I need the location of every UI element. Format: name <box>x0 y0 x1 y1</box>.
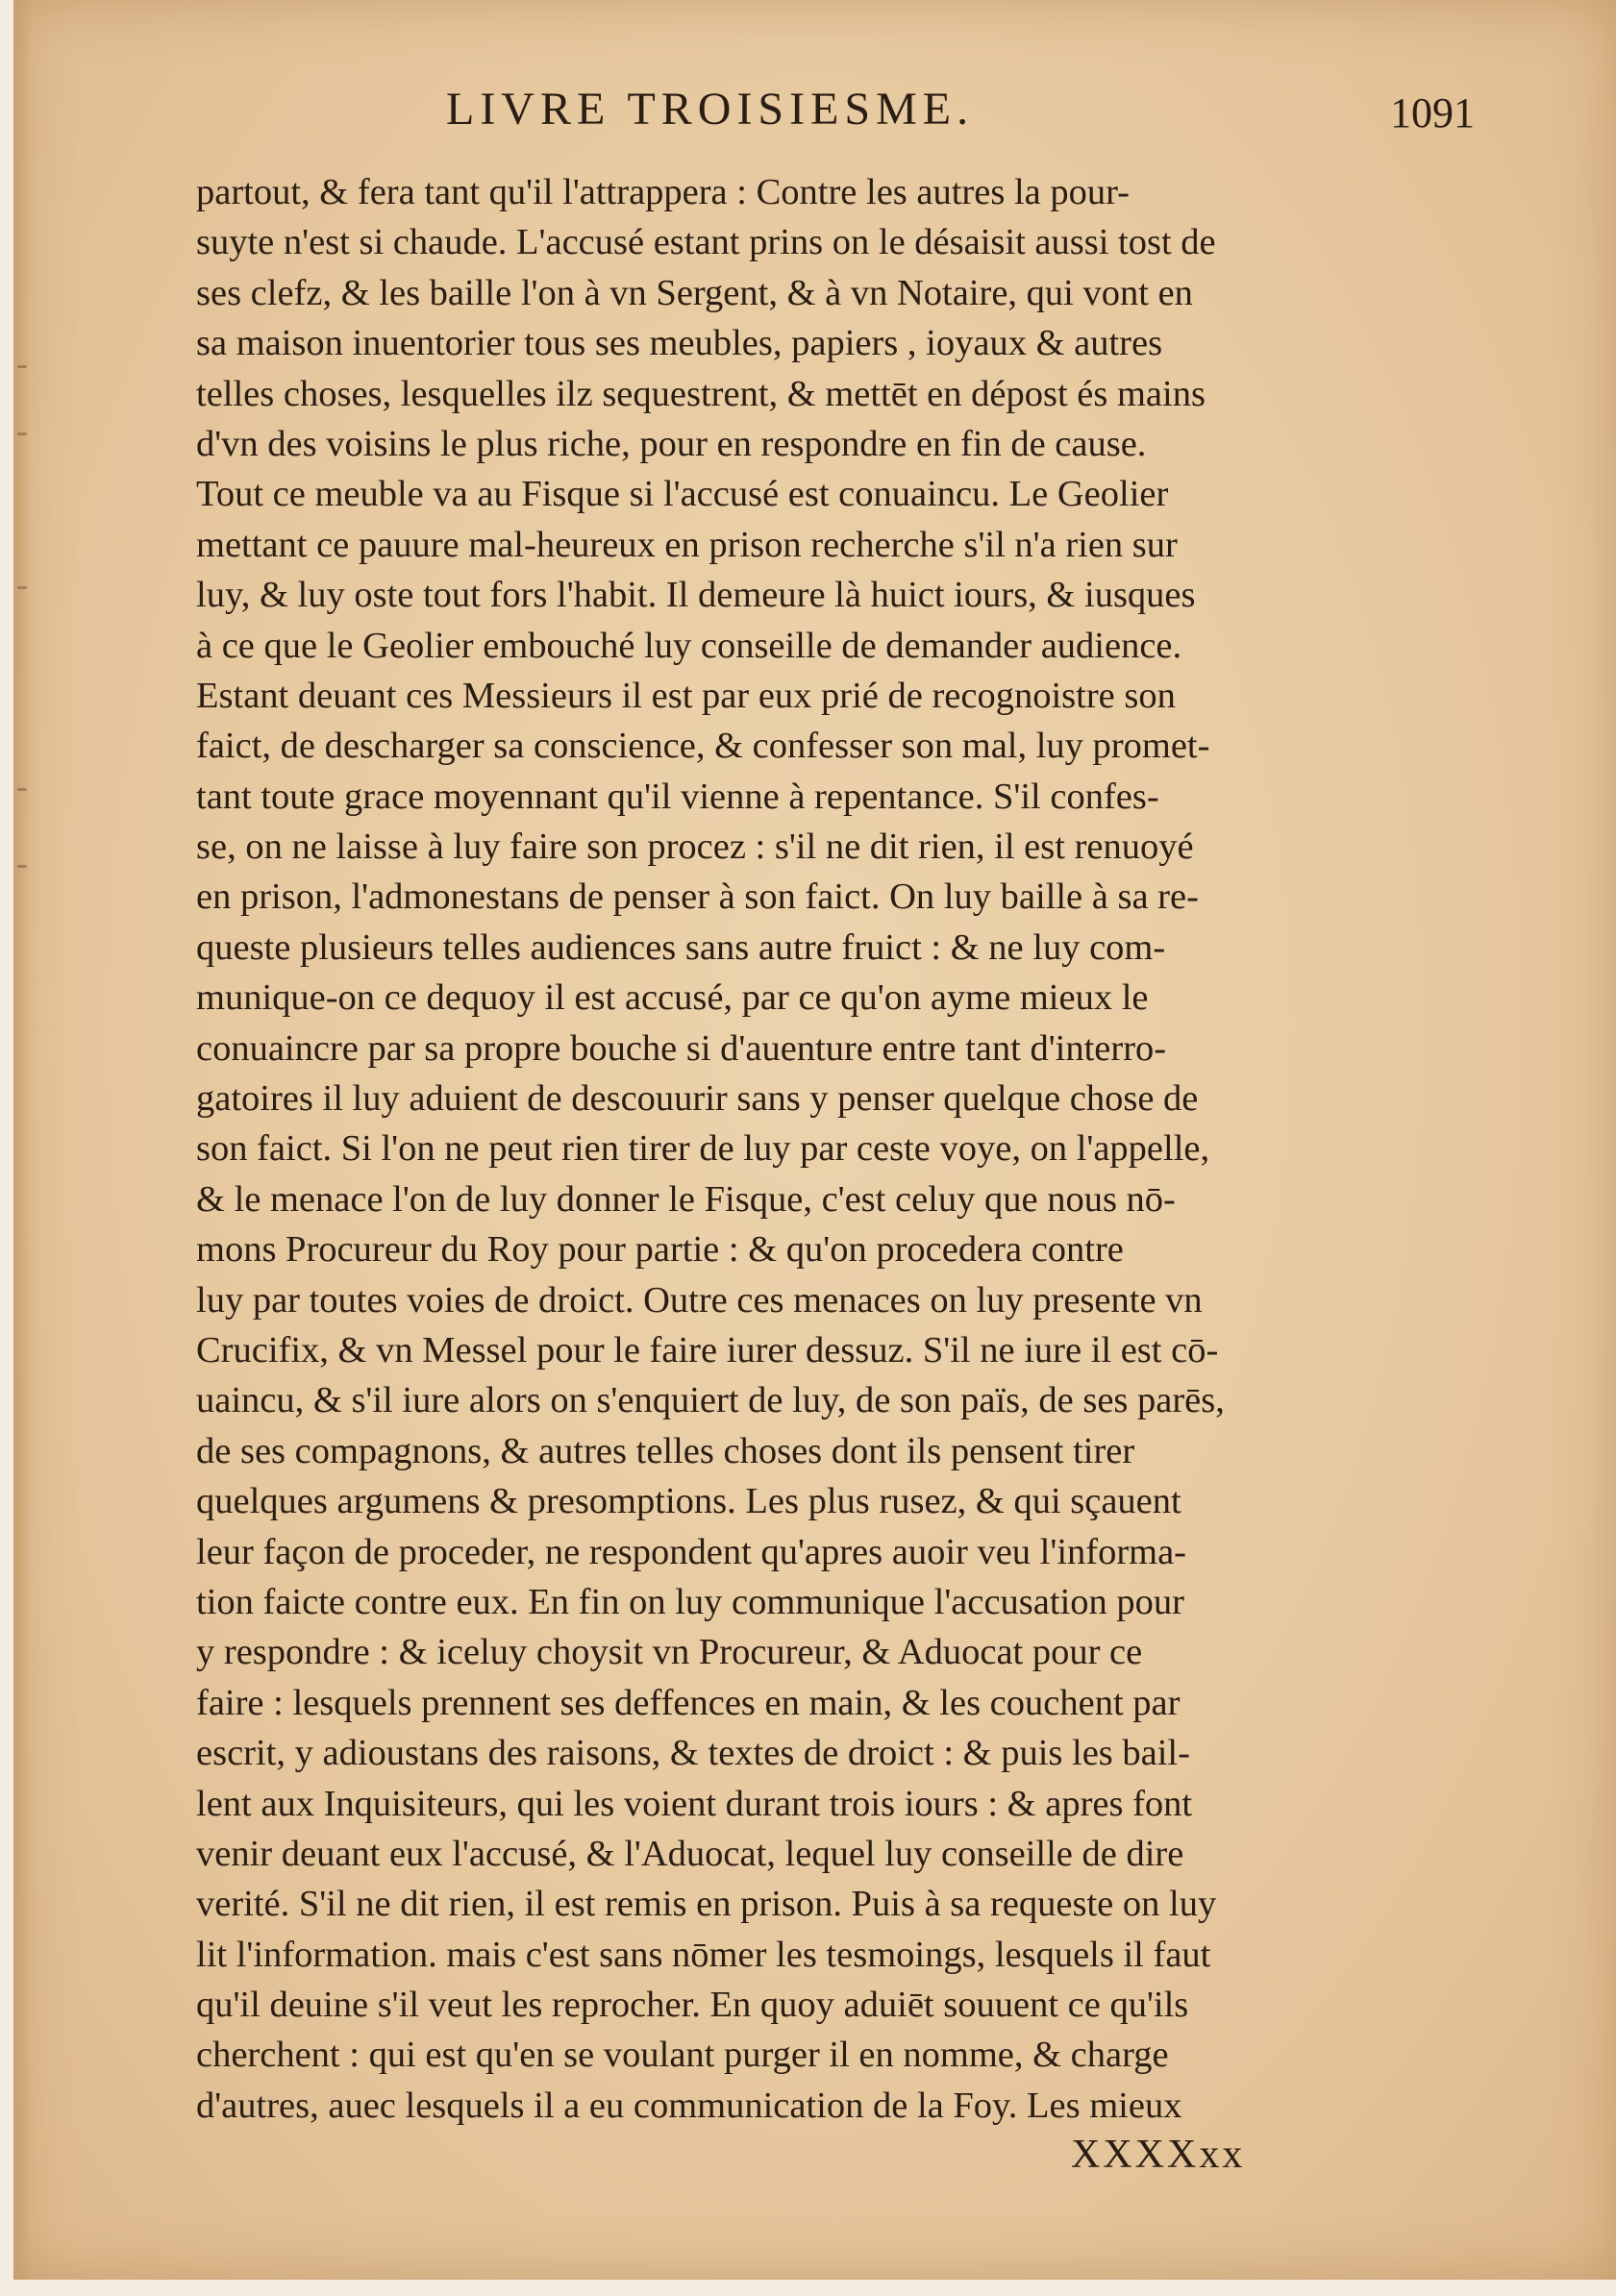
text-line: verité. S'il ne dit rien, il est remis en prison. Puis à sa requeste on luy <box>196 1884 1217 1925</box>
text-line: faire : lesquels prennent ses deffences en main, & les couchent par <box>196 1682 1181 1723</box>
text-line: y respondre : & iceluy choysit vn Procureur, & Aduocat pour ce <box>196 1632 1143 1673</box>
text-line: en prison, l'admonestans de penser à son faict. On luy baille à sa re- <box>196 876 1199 918</box>
text-line: Tout ce meuble va au Fisque si l'accusé est conuaincu. Le Geolier <box>196 474 1169 515</box>
ink-speck <box>17 586 27 589</box>
text-line: de ses compagnons, & autres telles choses dont ils pensent tirer <box>196 1430 1135 1471</box>
text-line: conuaincre par sa propre bouche si d'auenture entre tant d'interro- <box>196 1027 1167 1069</box>
text-line: sa maison inuentorier tous ses meubles, papiers , ioyaux & autres <box>196 323 1163 364</box>
text-line: ses clefz, & les baille l'on à vn Sergent, & à vn Notaire, qui vont en <box>196 272 1193 313</box>
text-line: Estant deuant ces Messieurs il est par eux prié de recognoistre son <box>196 675 1176 716</box>
book-page <box>13 0 1616 2280</box>
text-line: son faict. Si l'on ne peut rien tirer de luy par ceste voye, on l'appelle, <box>196 1128 1210 1170</box>
ink-speck <box>17 365 27 368</box>
text-line: luy par toutes voies de droict. Outre ces menaces on luy presente vn <box>196 1279 1203 1321</box>
text-line: Crucifix, & vn Messel pour le faire iurer dessuz. S'il ne iure il est cō- <box>196 1329 1219 1370</box>
text-line: se, on ne laisse à luy faire son procez : s'il ne dit rien, il est renuoyé <box>196 827 1194 868</box>
text-line: queste plusieurs telles audiences sans autre fruict : & ne luy com- <box>196 926 1166 968</box>
text-line: munique-on ce dequoy il est accusé, par ce qu'on ayme mieux le <box>196 977 1149 1019</box>
text-line: luy, & luy oste tout fors l'habit. Il demeure là huict iours, & iusques <box>196 575 1196 616</box>
text-line: suyte n'est si chaude. L'accusé estant prins on le désaisit aussi tost de <box>196 222 1216 263</box>
text-line: quelques argumens & presomptions. Les plus rusez, & qui sçauent <box>196 1481 1181 1522</box>
running-title: LIVRE TROISIESME. <box>446 84 975 135</box>
text-line: gatoires il luy aduient de descouurir sans y penser quelque chose de <box>196 1078 1199 1120</box>
text-line: à ce que le Geolier embouché luy conseille de demander audience. <box>196 625 1182 666</box>
text-line: qu'il deuine s'il veut les reprocher. En quoy aduiēt souuent ce qu'ils <box>196 1985 1189 2026</box>
text-line: venir deuant eux l'accusé, & l'Aduocat, lequel luy conseille de dire <box>196 1833 1184 1874</box>
ink-speck <box>17 865 27 868</box>
body-text <box>196 167 1484 2131</box>
text-line: d'autres, auec lesquels il a eu communication de la Foy. Les mieux <box>196 2085 1182 2126</box>
text-line: mons Procureur du Roy pour partie : & qu'on procedera contre <box>196 1229 1124 1271</box>
text-line: leur façon de proceder, ne respondent qu'apres auoir veu l'informa- <box>196 1531 1187 1572</box>
text-line: mettant ce pauure mal-heureux en prison recherche s'il n'a rien sur <box>196 524 1178 565</box>
text-line: uaincu, & s'il iure alors on s'enquiert de luy, de son païs, de ses parēs, <box>196 1380 1225 1421</box>
page-number: 1091 <box>1390 89 1475 136</box>
text-line: faict, de descharger sa conscience, & confesser son mal, luy promet- <box>196 726 1210 767</box>
text-line: d'vn des voisins le plus riche, pour en respondre en fin de cause. <box>196 423 1147 464</box>
text-line: telles choses, lesquelles ilz sequestrent, & mettēt en dépost és mains <box>196 373 1206 414</box>
ink-speck <box>17 788 27 791</box>
text-line: lit l'information. mais c'est sans nōmer les tesmoings, lesquels il faut <box>196 1934 1211 1975</box>
text-line: & le menace l'on de luy donner le Fisque, c'est celuy que nous nō- <box>196 1178 1176 1220</box>
text-line: lent aux Inquisiteurs, qui les voient durant trois iours : & apres font <box>196 1783 1193 1824</box>
page-header <box>196 83 1504 150</box>
text-line: tant toute grace moyennant qu'il vienne à repentance. S'il confes- <box>196 776 1159 817</box>
ink-speck <box>17 432 27 435</box>
signature-mark: XXXXxx <box>1071 2133 1246 2177</box>
text-line: partout, & fera tant qu'il l'attrappera : Contre les autres la pour- <box>196 172 1130 212</box>
text-line: cherchent : qui est qu'en se voulant purger il en nomme, & charge <box>196 2035 1169 2076</box>
text-line: tion faicte contre eux. En fin on luy communique l'accusation pour <box>196 1581 1184 1622</box>
text-line: escrit, y adioustans des raisons, & textes de droict : & puis les bail- <box>196 1733 1190 1774</box>
